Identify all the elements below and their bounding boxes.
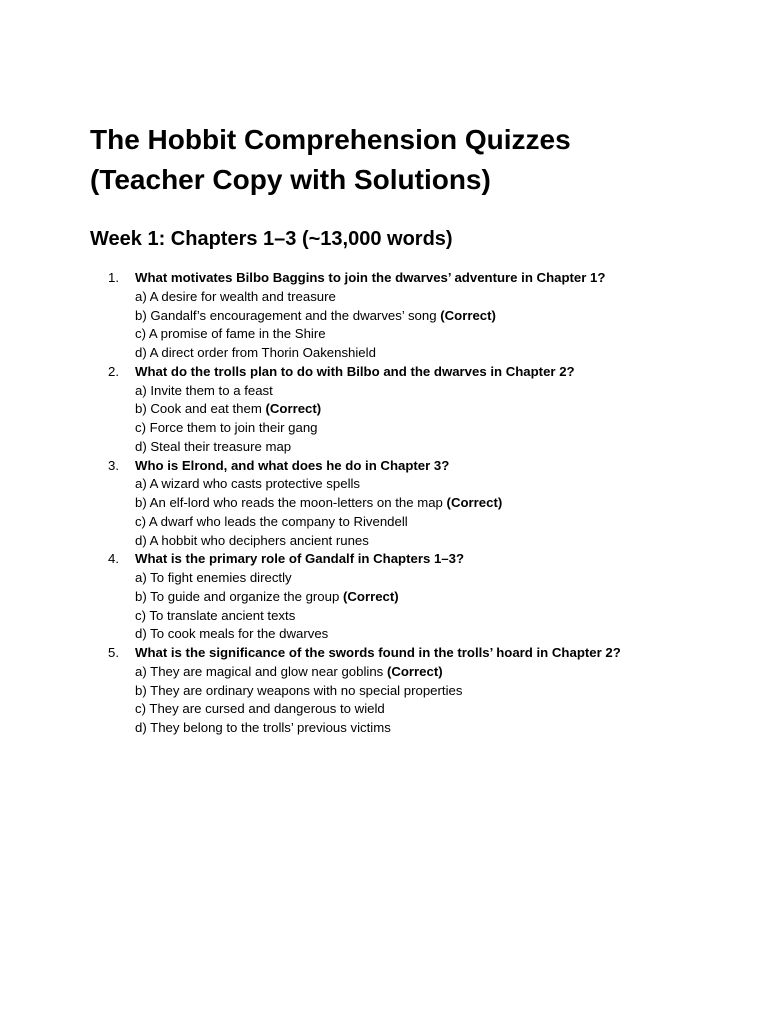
option-text: b) They are ordinary weapons with no special properties [135,682,463,698]
question-number: 5. [108,645,119,660]
question-3 [90,457,690,551]
answer-option [135,325,690,344]
answer-option [135,513,690,532]
week-heading: Week 1: Chapters 1–3 (~13,000 words) [90,228,453,250]
answer-option [135,344,690,363]
option-text: a) Invite them to a feast [135,382,273,398]
question-text: What is the significance of the swords found in the trolls’ hoard in Chapter 2? [135,645,621,660]
answer-option [135,700,690,719]
answer-option [135,719,690,738]
answer-option [135,438,690,457]
answer-option [135,588,690,607]
question-text: What motivates Bilbo Baggins to join the dwarves’ adventure in Chapter 1? [135,270,606,285]
question-5 [90,644,690,738]
answer-option [135,532,690,551]
option-text: a) To fight enemies directly [135,570,292,585]
question-number: 3. [108,457,119,473]
correct-mark: (Correct) [342,588,399,604]
document-title [90,120,710,200]
option-text: d) A direct order from Thorin Oakenshield [135,345,376,360]
answer-option [135,400,690,419]
question-text: What do the trolls plan to do with Bilbo and the dwarves in Chapter 2? [135,363,575,379]
answer-option [135,288,690,307]
option-text: b) To guide and organize the group [135,588,343,604]
option-text: b) Cook and eat them [135,401,266,417]
answer-option [135,307,690,326]
answer-option [135,607,690,626]
question-number: 1. [108,270,119,285]
correct-mark: (Correct) [386,663,443,679]
document-title-line-2: (Teacher Copy with Solutions) [90,164,491,195]
answer-option [135,494,690,513]
option-text: d) Steal their treasure map [135,438,292,454]
option-text: c) A dwarf who leads the company to Rivendell [135,513,408,529]
option-text: c) To translate ancient texts [135,607,296,623]
question-1 [90,269,690,363]
question-text: What is the primary role of Gandalf in Chapters 1–3? [135,551,465,567]
option-text: a) A desire for wealth and treasure [135,288,336,304]
answer-option [135,625,690,644]
question-number: 4. [108,551,119,567]
option-text: a) They are magical and glow near goblins [135,663,387,679]
correct-mark: (Correct) [446,495,503,510]
option-text: d) A hobbit who deciphers ancient runes [135,532,369,548]
question-2 [90,363,690,457]
option-text: d) To cook meals for the dwarves [135,626,329,642]
answer-option [135,475,690,494]
option-text: a) A wizard who casts protective spells [135,476,361,492]
answer-option [135,663,690,682]
option-text: b) An elf-lord who reads the moon-letters on the map [135,495,447,510]
document-title-line-1: The Hobbit Comprehension Quizzes [90,124,571,155]
option-text: b) Gandalf’s encouragement and the dwarves’ song [135,307,441,323]
answer-option [135,569,690,588]
option-text: c) Force them to join their gang [135,420,318,435]
correct-mark: (Correct) [440,307,496,323]
correct-mark: (Correct) [265,401,322,417]
answer-option [135,682,690,701]
option-text: d) They belong to the trolls’ previous victims [135,720,391,735]
question-text: Who is Elrond, and what does he do in Chapter 3? [135,457,450,473]
question-list [90,269,690,738]
answer-option [135,419,690,438]
option-text: c) They are cursed and dangerous to wield [135,701,385,717]
option-text: c) A promise of fame in the Shire [135,326,326,342]
question-number: 2. [108,363,119,379]
question-4 [90,550,690,644]
answer-option [135,382,690,401]
